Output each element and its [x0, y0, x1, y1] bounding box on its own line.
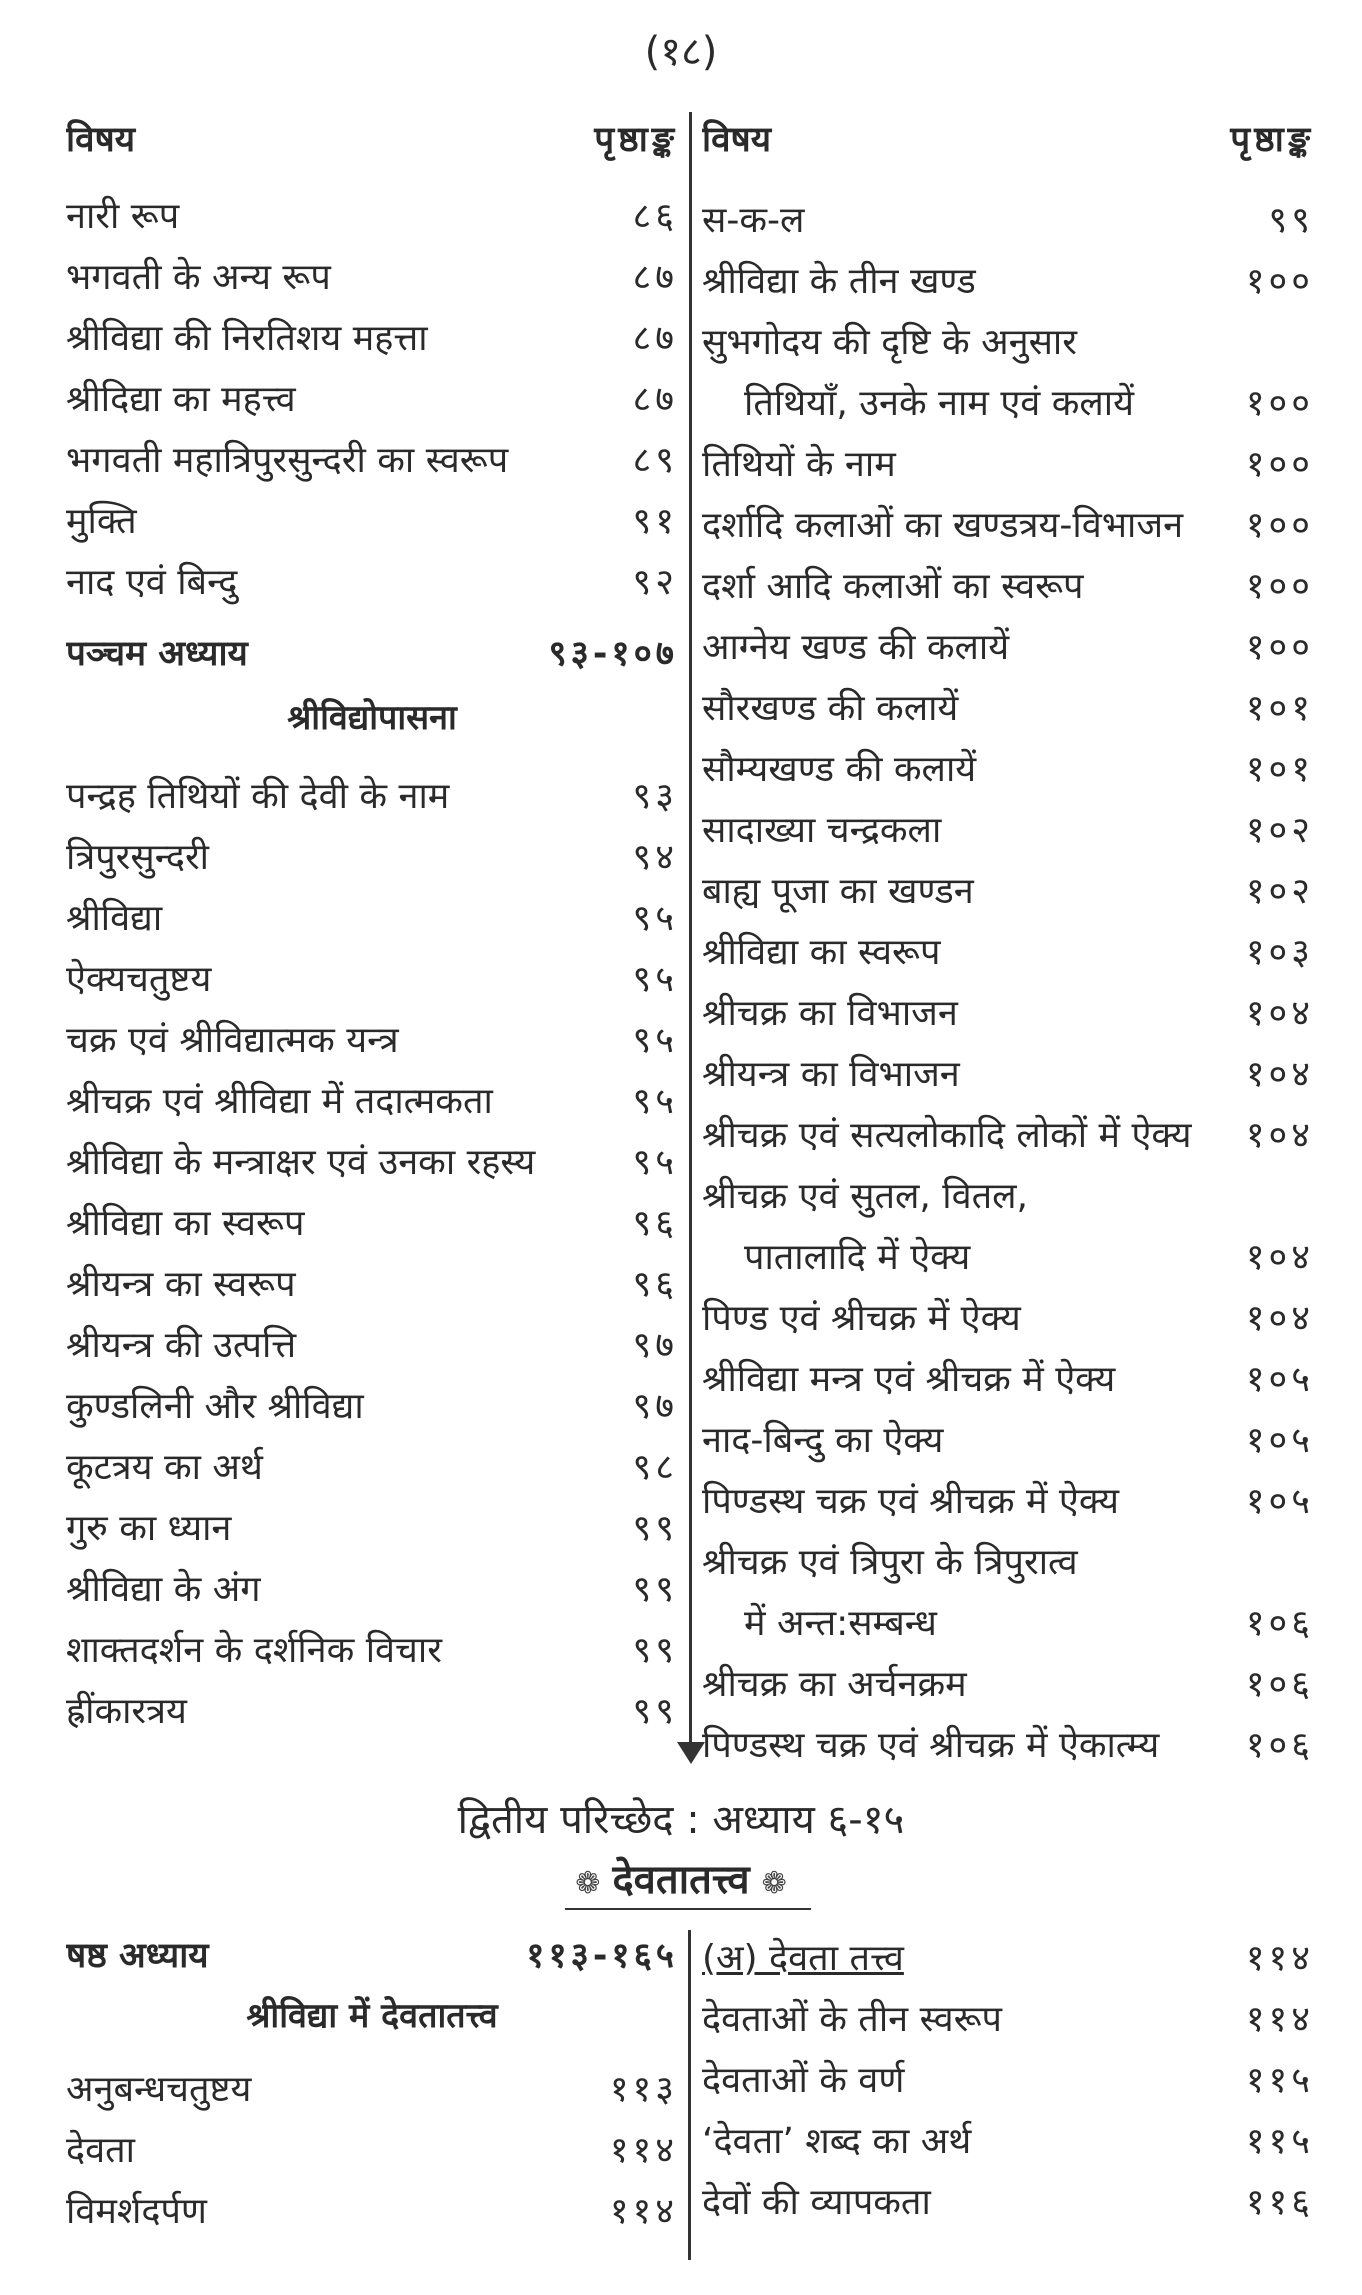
entry-title: नाद एवं बिन्दु: [66, 561, 238, 603]
entry-title: गुरु का ध्यान: [66, 1507, 232, 1549]
entry-page: ९५: [632, 1141, 678, 1183]
entry-page: ११३: [609, 2068, 678, 2110]
toc-entry: [702, 2048, 1314, 2108]
entry-page: ९४: [632, 836, 678, 878]
toc-entry: [66, 428, 678, 488]
entry-title: ह्रींकारत्रय: [66, 1690, 187, 1732]
toc-entry: [66, 2057, 678, 2117]
entry-page: १००: [1245, 260, 1314, 302]
chapter-title: पञ्चम अध्याय: [66, 633, 248, 674]
toc-entry: [66, 550, 678, 610]
entry-title: देवताओं के तीन स्वरूप: [702, 1998, 1003, 2040]
entry-title: तिथियों के नाम: [702, 443, 896, 485]
column-header: [702, 108, 1314, 168]
entry-page: ९५: [632, 958, 678, 1000]
entry-title: श्रीयन्त्र की उत्पत्ति: [66, 1324, 297, 1366]
entry-page: ९९: [632, 1629, 678, 1671]
entry-title: भगवती महात्रिपुरसुन्दरी का स्वरूप: [66, 439, 509, 481]
entry-title: श्रीचक्र का विभाजन: [702, 992, 958, 1034]
toc-entry: [66, 1130, 678, 1190]
entry-page: ८९: [632, 439, 678, 481]
chapter-pages: ९३-१०७: [548, 633, 678, 674]
toc-entry: [66, 1069, 678, 1129]
entry-title: श्रीचक्र एवं सुतल, वितल,: [702, 1175, 1028, 1217]
entry-title: ऐक्यचतुष्टय: [66, 958, 212, 1000]
entry-page: ९९: [632, 1690, 678, 1732]
entry-title: पन्द्रह तिथियों की देवी के नाम: [66, 775, 450, 817]
toc-entry: [702, 188, 1314, 248]
section-heading-wrap: [0, 1850, 1362, 1905]
toc-entry: [702, 249, 1314, 309]
toc-entry: [702, 1286, 1314, 1346]
entry-page: १०४: [1245, 1053, 1314, 1095]
entry-page: ११४: [609, 2190, 678, 2232]
entry-title: भगवती के अन्य रूप: [66, 256, 331, 298]
entry-page: ९७: [632, 1324, 678, 1366]
entry-page: ८७: [632, 317, 678, 359]
toc-entry: [702, 920, 1314, 980]
entry-title: श्रीयन्त्र का विभाजन: [702, 1053, 960, 1095]
entry-title: दर्शा आदि कलाओं का स्वरूप: [702, 565, 1084, 607]
entry-page: ११४: [1245, 1998, 1314, 2040]
toc-entry: [702, 1713, 1314, 1773]
entry-page: १०५: [1245, 1480, 1314, 1522]
toc-entry: [702, 2170, 1314, 2230]
entry-title: पिण्ड एवं श्रीचक्र में ऐक्य: [702, 1297, 1021, 1339]
entry-title: श्रीयन्त्र का स्वरूप: [66, 1263, 296, 1305]
entry-page: ९१: [632, 500, 678, 542]
entry-page: १०१: [1245, 687, 1314, 729]
page-header: पृष्ठाङ्क: [1230, 119, 1314, 160]
entry-page: ८७: [632, 256, 678, 298]
entry-title: तिथियाँ, उनके नाम एवं कलायें: [744, 382, 1134, 424]
entry-title: दर्शादि कलाओं का खण्डत्रय-विभाजन: [702, 504, 1184, 546]
entry-title: श्रीविद्या का स्वरूप: [66, 1202, 305, 1244]
entry-title: कुण्डलिनी और श्रीविद्या: [66, 1385, 364, 1427]
entry-title: पिण्डस्थ चक्र एवं श्रीचक्र में ऐकात्म्य: [702, 1724, 1160, 1766]
toc-entry: [66, 367, 678, 427]
entry-page: ९८: [632, 1446, 678, 1488]
entry-page: ८६: [632, 195, 678, 237]
toc-entry: [702, 1530, 1314, 1590]
toc-entry: [702, 554, 1314, 614]
toc-entry: [702, 676, 1314, 736]
entry-page: ९५: [632, 1019, 678, 1061]
toc-entry: [66, 1191, 678, 1251]
entry-page: १०२: [1245, 809, 1314, 851]
entry-page: ९९: [1268, 199, 1314, 241]
entry-title: (अ) देवता तत्त्व: [702, 1937, 904, 1979]
entry-title: सौरखण्ड की कलायें: [702, 687, 959, 729]
entry-title: श्रीविद्या मन्त्र एवं श्रीचक्र में ऐक्य: [702, 1358, 1116, 1400]
entry-page: ९७: [632, 1385, 678, 1427]
entry-title: श्रीविद्या के अंग: [66, 1568, 261, 1610]
section-heading: देवतातत्त्व: [612, 1857, 750, 1903]
entry-title: ‘देवता’ शब्द का अर्थ: [702, 2120, 972, 2162]
toc-entry: [702, 1103, 1314, 1163]
toc-entry: [66, 1435, 678, 1495]
entry-page: १०२: [1245, 870, 1314, 912]
entry-page: ११५: [1245, 2059, 1314, 2101]
entry-page: १०६: [1245, 1602, 1314, 1644]
toc-entry: [702, 310, 1314, 370]
entry-title: पिण्डस्थ चक्र एवं श्रीचक्र में ऐक्य: [702, 1480, 1119, 1522]
toc-entry: [66, 2118, 678, 2178]
entry-page: ११५: [1245, 2120, 1314, 2162]
toc-entry: [702, 1225, 1314, 1285]
entry-title: श्रीविद्या के मन्त्राक्षर एवं उनका रहस्य: [66, 1141, 536, 1183]
entry-title: सौम्यखण्ड की कलायें: [702, 748, 977, 790]
chapter-pages: ११३-१६५: [526, 1935, 678, 1976]
entry-title: श्रीविद्या की निरतिशय महत्ता: [66, 317, 428, 359]
page-number: (१८): [644, 29, 718, 75]
toc-entry: [702, 737, 1314, 797]
chapter-title: षष्ठ अध्याय: [66, 1935, 209, 1976]
toc-entry: [66, 306, 678, 366]
entry-title: पातालादि में ऐक्य: [744, 1236, 971, 1278]
entry-page: ९६: [632, 1202, 678, 1244]
entry-title: सुभगोदय की दृष्टि के अनुसार: [702, 321, 1077, 363]
entry-page: १०४: [1245, 1297, 1314, 1339]
entry-page: १०१: [1245, 748, 1314, 790]
entry-title: अनुबन्धचतुष्टय: [66, 2068, 252, 2110]
toc-entry: [702, 1926, 1314, 1986]
toc-entry: [66, 184, 678, 244]
entry-title: श्रीचक्र का अर्चनक्रम: [702, 1663, 967, 1705]
toc-entry: [702, 1042, 1314, 1102]
toc-entry: [66, 886, 678, 946]
entry-page: ९९: [632, 1507, 678, 1549]
entry-page: ११४: [1245, 1937, 1314, 1979]
chapter-heading: [66, 622, 678, 682]
entry-page: ९३: [632, 775, 678, 817]
entry-title: शाक्तदर्शन के दर्शनिक विचार: [66, 1629, 442, 1671]
entry-page: ११६: [1245, 2181, 1314, 2223]
toc-entry: [66, 1679, 678, 1739]
entry-page: ८७: [632, 378, 678, 420]
toc-entry: [66, 947, 678, 1007]
entry-title: बाह्य पूजा का खण्डन: [702, 870, 974, 912]
entry-page: १०६: [1245, 1724, 1314, 1766]
toc-entry: [702, 432, 1314, 492]
entry-page: ११४: [609, 2129, 678, 2171]
entry-page: ९२: [632, 561, 678, 603]
entry-page: १०५: [1245, 1419, 1314, 1461]
entry-page: १०६: [1245, 1663, 1314, 1705]
entry-title: आग्नेय खण्ड की कलायें: [702, 626, 1010, 668]
entry-page: १०५: [1245, 1358, 1314, 1400]
entry-title: नाद-बिन्दु का ऐक्य: [702, 1419, 944, 1461]
heading-underline: [565, 1908, 811, 1910]
entry-title: चक्र एवं श्रीविद्यात्मक यन्त्र: [66, 1019, 399, 1061]
entry-title: श्रीचक्र एवं सत्यलोकादि लोकों में ऐक्य: [702, 1114, 1192, 1156]
toc-entry: [702, 615, 1314, 675]
entry-title: श्रीदिद्या का महत्त्व: [66, 378, 296, 420]
toc-entry: [702, 1469, 1314, 1529]
toc-entry: [66, 1618, 678, 1678]
entry-title: श्रीचक्र एवं त्रिपुरा के त्रिपुरात्व: [702, 1541, 1078, 1583]
column-header: [66, 108, 678, 168]
toc-entry: [66, 245, 678, 305]
page-header: पृष्ठाङ्क: [594, 119, 678, 160]
entry-page: १०४: [1245, 992, 1314, 1034]
toc-entry: [702, 2109, 1314, 2169]
toc-entry: [66, 1374, 678, 1434]
toc-entry: [702, 1347, 1314, 1407]
entry-title: में अन्त:सम्बन्ध: [744, 1602, 937, 1644]
toc-entry: [66, 1313, 678, 1373]
toc-entry: [66, 825, 678, 885]
toc-entry: [66, 1496, 678, 1556]
entry-page: १०४: [1245, 1114, 1314, 1156]
flower-ornament-icon: ❁: [761, 1866, 787, 1901]
entry-page: १०४: [1245, 1236, 1314, 1278]
down-arrow-icon: [677, 1742, 705, 1764]
entry-title: देवता: [66, 2129, 135, 2171]
entry-title: कूटत्रय का अर्थ: [66, 1446, 263, 1488]
entry-page: १००: [1245, 382, 1314, 424]
entry-page: ९५: [632, 897, 678, 939]
toc-entry: [66, 1252, 678, 1312]
entry-title: स-क-ल: [702, 199, 805, 241]
toc-entry: [702, 1591, 1314, 1651]
entry-page: १००: [1245, 565, 1314, 607]
toc-entry: [702, 493, 1314, 553]
toc-entry: [702, 1164, 1314, 1224]
entry-title: सादाख्या चन्द्रकला: [702, 809, 942, 851]
entry-title: नारी रूप: [66, 195, 180, 237]
entry-title: विमर्शदर्पण: [66, 2190, 207, 2232]
chapter-heading: [66, 1924, 678, 1984]
entry-title: श्रीचक्र एवं श्रीविद्या में तदात्मकता: [66, 1080, 493, 1122]
column-divider: [688, 1930, 691, 2260]
toc-entry: [66, 1557, 678, 1617]
chapter-subtitle: श्रीविद्योपासना: [287, 698, 457, 738]
toc-entry: [66, 1008, 678, 1068]
toc-entry: [702, 1652, 1314, 1712]
entry-page: १००: [1245, 443, 1314, 485]
entry-page: १०३: [1245, 931, 1314, 973]
toc-entry: [702, 798, 1314, 858]
column-divider: [689, 112, 692, 1744]
subject-header: विषय: [702, 119, 772, 160]
subject-header: विषय: [66, 119, 136, 160]
toc-entry: [66, 489, 678, 549]
toc-entry: [702, 859, 1314, 919]
entry-title: श्रीविद्या: [66, 897, 163, 939]
entry-page: ९६: [632, 1263, 678, 1305]
entry-title: त्रिपुरसुन्दरी: [66, 836, 209, 878]
toc-entry: [702, 1987, 1314, 2047]
entry-title: मुक्ति: [66, 500, 137, 542]
entry-page: १००: [1245, 626, 1314, 668]
toc-entry: [702, 371, 1314, 431]
toc-entry: [702, 981, 1314, 1041]
entry-page: १००: [1245, 504, 1314, 546]
entry-title: देवताओं के वर्ण: [702, 2059, 905, 2101]
entry-page: ९५: [632, 1080, 678, 1122]
toc-entry: [702, 1408, 1314, 1468]
chapter-subtitle: श्रीविद्या में देवतातत्त्व: [246, 1996, 498, 2036]
entry-page: ९९: [632, 1568, 678, 1610]
toc-entry: [66, 2179, 678, 2239]
section-title: द्वितीय परिच्छेद : अध्याय ६-१५: [457, 1797, 905, 1843]
entry-title: श्रीविद्या का स्वरूप: [702, 931, 941, 973]
entry-title: श्रीविद्या के तीन खण्ड: [702, 260, 976, 302]
toc-entry: [66, 764, 678, 824]
entry-title: देवों की व्यापकता: [702, 2181, 931, 2223]
flower-ornament-icon: ❁: [575, 1866, 601, 1901]
